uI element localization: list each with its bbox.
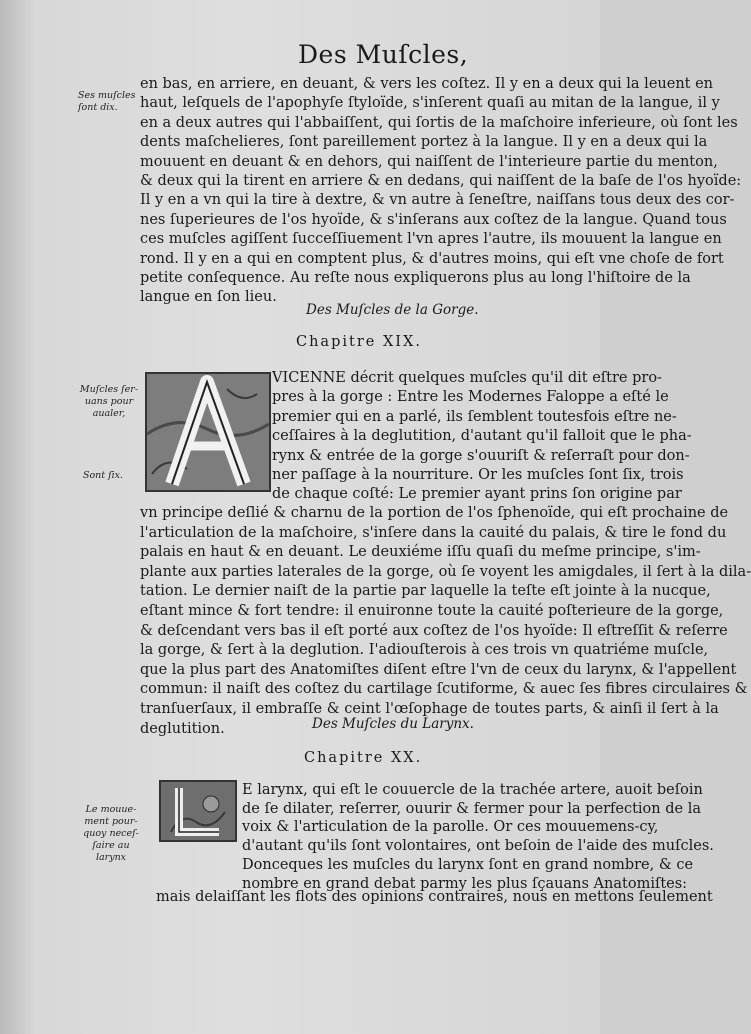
margin-note-4 xyxy=(78,804,144,864)
text-line: de chaque coſté: Le premier ayant prins ſon origine par xyxy=(272,486,682,503)
text-line: langue en ſon lieu. xyxy=(140,289,277,306)
text-line: mais delaiſſant les flots des opinions contraires, nous en mettons ſeulement xyxy=(156,889,713,905)
text-line: premier qui en a parlé, ils ſemblent toutesfois eſtre ne- xyxy=(272,408,677,425)
text-line: dents maſchelieres, ſont pareillement portez à la langue. Il y en a deux qui la xyxy=(140,134,708,151)
text-line: deglutition. xyxy=(140,720,225,737)
initial-l-illustration xyxy=(161,782,235,840)
chapter-heading-xix: Chapitre XIX. xyxy=(296,334,422,350)
margin-note-line: Muſcles ſer- xyxy=(79,384,139,395)
text-line: en bas, en arriere, en deuant, & vers les coſtez. Il y en a deux qui la leuent en xyxy=(140,76,714,92)
text-line: E larynx, qui eſt le couuercle de la trachée artere, auoit beſoin xyxy=(242,782,703,798)
chapter-heading-xx: Chapitre XX. xyxy=(304,750,423,766)
text-line: ner paſſage à la nourriture. Or les muſcles ſont ſix, trois xyxy=(272,467,684,484)
text-line: ceſſaires à la deglutition, d'autant qu'il falloit que le pha- xyxy=(272,428,692,445)
text-line: VICENNE décrit quelques muſcles qu'il dit eſtre pro- xyxy=(272,370,662,386)
text-line: eſtant mince & fort tendre: il enuironne toute la cauité poſterieure de la gorge, xyxy=(140,602,724,619)
text-line: tation. Le dernier naiſt de la partie par laquelle la teſte eſt jointe à la nucque, xyxy=(140,583,711,600)
text-line: haut, leſquels de l'apophyſe ſtyloïde, s'inſerent quaſi au mitan de la langue, il y xyxy=(140,95,720,112)
text-line: de ſe dilater, reſerrer, ouurir & fermer pour la perfection de la xyxy=(242,800,701,817)
text-line: la gorge, & ſert à la deglution. I'adiouſterois à ces trois vn quatriéme muſcle, xyxy=(140,642,709,659)
text-line: mouuent en deuant & en dehors, qui naiſſent de l'interieure partie du menton, xyxy=(140,153,718,170)
text-line: palais en haut & en deuant. Le deuxiéme iſſu quaſi du meſme principe, s'im- xyxy=(140,544,701,561)
margin-note-1 xyxy=(78,90,140,114)
text-line: l'articulation de la maſchoire, s'inſere dans la cauité du palais, & tire le fond du xyxy=(140,524,727,541)
text-line: Il y en a vn qui la tire à dextre, & vn autre à ſeneſtre, naiſſans tous deux des cor- xyxy=(140,192,735,209)
text-line: & deſcendant vers bas il eſt porté aux coſtez de l'os hyoïde: Il eſtreſſit & reſerre xyxy=(140,622,728,639)
margin-note-line: Le mouue- xyxy=(85,804,137,815)
text-line: commun: il naiſt des coſtez du cartilage ſcutiforme, & auec ſes fibres circulaires & xyxy=(140,681,748,698)
margin-note-line: quoy neceſ- xyxy=(83,828,139,839)
text-line: tranſuerſaux, il embraſſe & ceint l'œſophage de toutes parts, & ainſi il ſert à la xyxy=(140,700,719,717)
running-head: Des Muſcles, xyxy=(298,40,469,69)
text-line: ces muſcles agiſſent ſucceſſiuement l'vn apres l'autre, ils mouuent la langue en xyxy=(140,231,722,248)
margin-note-line: ſaire au larynx xyxy=(92,840,130,863)
margin-note-line: aualer, xyxy=(92,408,126,419)
decorated-initial-l xyxy=(159,780,237,842)
margin-note-line: Sont ſix. xyxy=(82,470,124,481)
margin-note-line: uans pour xyxy=(84,396,134,407)
paragraph-larynx-body xyxy=(156,888,713,907)
section-title-larynx: Des Muſcles du Larynx. xyxy=(312,716,474,732)
text-line: petite conſequence. Au reſte nous expliquerons plus au long l'hiſtoire de la xyxy=(140,270,691,287)
text-line: que la plus part des Anatomiſtes diſent eſtre l'vn de ceux du larynx, & l'appellent xyxy=(140,661,737,678)
text-line: Donceques les muſcles du larynx ſont en grand nombre, & ce xyxy=(242,856,694,873)
text-line: en a deux autres qui l'abbaiſſent, qui ſortis de la maſchoire inferieure, où ſont les xyxy=(140,114,738,131)
decorated-initial-a xyxy=(145,372,271,492)
paragraph-gorge-intro xyxy=(272,369,692,505)
section-title-gorge: Des Muſcles de la Gorge. xyxy=(306,302,479,318)
paragraph-gorge-body xyxy=(140,504,751,739)
text-line: & deux qui la tirent en arriere & en dedans, qui naiſſent de la baſe de l'os hyoïde: xyxy=(140,173,742,190)
paragraph-tongue-muscles xyxy=(140,75,742,308)
text-line: rynx & entrée de la gorge s'ouuriſt & reſerraſt pour don- xyxy=(272,447,690,464)
text-line: rond. Il y en a qui en comptent plus, & d'autres moins, qui eſt vne choſe de fort xyxy=(140,250,724,267)
text-line: voix & l'articulation de la parolle. Or ces mouuemens-cy, xyxy=(242,819,659,836)
paragraph-larynx-intro xyxy=(242,781,714,893)
text-line: vn principe deſlié & charnu de la portion de l'os ſphenoïde, qui eſt prochaine de xyxy=(140,505,729,521)
margin-note-line: Ses muſcles xyxy=(78,90,136,101)
initial-a-illustration xyxy=(147,374,269,490)
text-line: nes ſuperieures de l'os hyoïde, & s'inſerans aux coſtez de la langue. Quand tous xyxy=(140,211,727,228)
margin-note-line: ment pour- xyxy=(84,816,138,827)
text-line: plante aux parties laterales de la gorge, où ſe voyent les amigdales, il ſert à la dila- xyxy=(140,563,751,580)
text-line: d'autant qu'ils ſont volontaires, ont beſoin de l'aide des muſcles. xyxy=(242,838,714,855)
text-line: nombre en grand debat parmy les plus ſçauans Anatomiſtes: xyxy=(242,875,688,892)
margin-note-3 xyxy=(72,470,134,482)
margin-note-2 xyxy=(78,384,140,420)
margin-note-line: ſont dix. xyxy=(78,102,118,113)
text-line: pres à la gorge : Entre les Modernes Faloppe a eſté le xyxy=(272,389,669,406)
